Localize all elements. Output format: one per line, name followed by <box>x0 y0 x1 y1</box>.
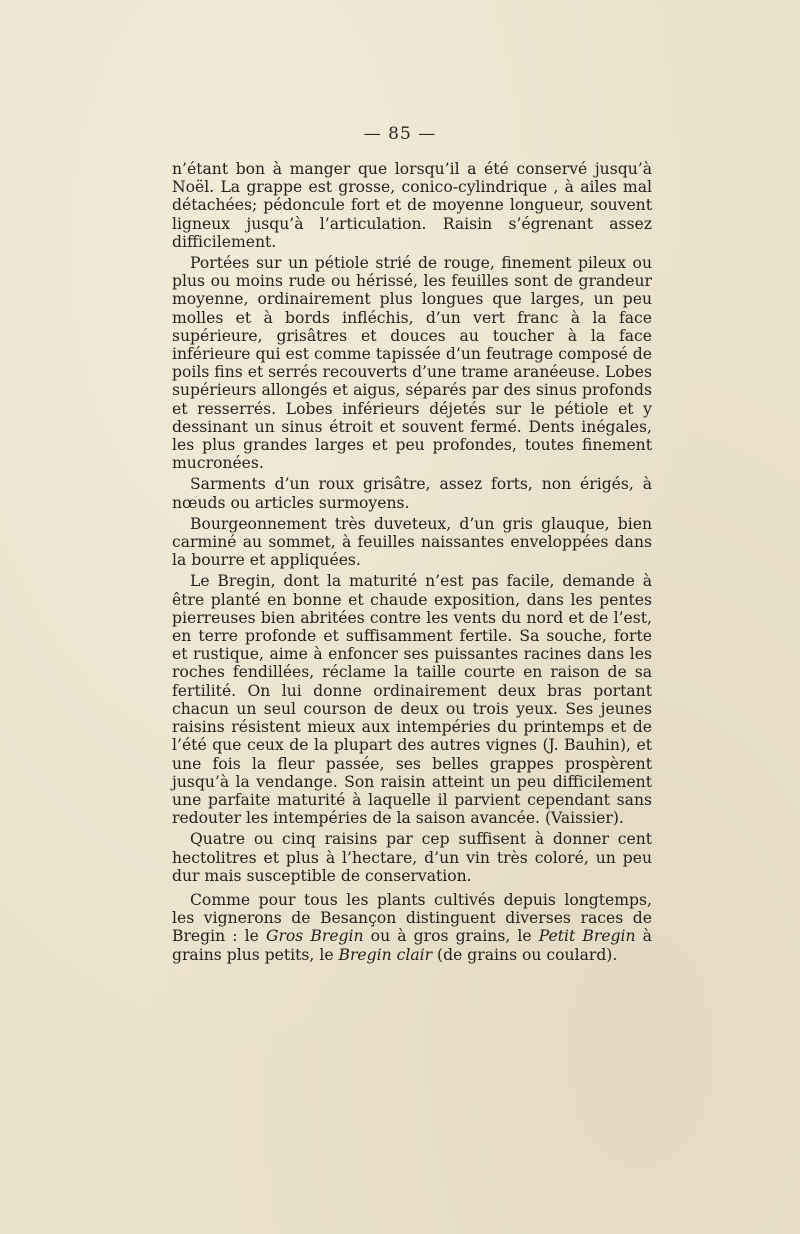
paragraph-3: Sarments d’un roux grisâtre, assez forts, non érigés, à nœuds ou articles surmoyens. <box>172 475 652 512</box>
page-number: — 85 — <box>363 124 437 144</box>
paragraph-1: n’étant bon à manger que lorsqu’il a été conservé jusqu’à Noël. La grappe est grosse, conico-cylindrique , à ailes mal détachées; pédoncule fort et de moyenne longueur, souvent ligneux jusqu’à l’articulation. Raisin s’égrenant assez difficilement. <box>172 160 652 251</box>
variety-bregin-clair: Bregin clair <box>338 945 433 964</box>
paragraph-7 <box>172 891 652 964</box>
paragraph-6: Quatre ou cinq raisins par cep suffisent à donner cent hectolitres et plus à l’hectare, d’un vin très coloré, un peu dur mais susceptible de conservation. <box>172 830 652 885</box>
paragraph-5: Le Bregin, dont la maturité n’est pas facile, demande à être planté en bonne et chaude exposition, dans les pentes pierreuses bien abritées contre les vents du nord et de l’est, en terre profonde et suffisamment fertile. Sa souche, forte et rustique, aime à enfoncer ses puissantes racines dans les roches fendillées, réclame la taille courte en raison de sa fertilité. On lui donne ordinairement deux bras portant chacun un seul courson de deux ou trois yeux. Ses jeunes raisins résistent mieux aux intempéries du printemps et de l’été que ceux de la plupart des autres vignes (J. Bauhin), et une fois la fleur passée, ses belles grappes prospèrent jusqu’à la vendange. Son raisin atteint un peu difficilement une parfaite maturité à laquelle il parvient cependant sans redouter les intempéries de la saison avancée. (Vaissier). <box>172 572 652 828</box>
paragraph-7-suffix: (de grains ou coulard). <box>432 945 618 964</box>
variety-gros-bregin: Gros Bregin <box>265 927 364 946</box>
paragraph-2: Portées sur un pétiole strié de rouge, finement pileux ou plus ou moins rude ou hérissé, les feuilles sont de grandeur moyenne, ordinairement plus longues que larges, un peu molles et à bords infléchis, d’un vert franc à la face supérieure, grisâtres et douces au toucher à la face inférieure qui est comme tapissée d’un feutrage composé de poils fins et serrés recouverts d’une trame aranéeuse. Lobes supérieurs allongés et aigus, séparés par des sinus profonds et resserrés. Lobes inférieurs déjetés sur le pétiole et y dessinant un sinus étroit et souvent fermé. Dents inégales, les plus grandes larges et peu profondes, toutes finement mucronées. <box>172 254 652 473</box>
body-text <box>172 160 652 967</box>
paragraph-4: Bourgeonnement très duveteux, d’un gris glauque, bien carminé au sommet, à feuilles naissantes enveloppées dans la bourre et appliquées. <box>172 514 652 570</box>
paragraph-7-prefix: Comme pour tous les plants cultivés depuis longtemps, les vignerons de Besançon distinguent diverses races de Bregin : le <box>172 890 652 946</box>
paragraph-7-middle-1: ou à gros grains, le <box>363 927 539 946</box>
paragraph-7-middle-2: à grains plus petits, le <box>172 927 652 964</box>
variety-petit-bregin: Petit Bregin <box>538 927 636 946</box>
